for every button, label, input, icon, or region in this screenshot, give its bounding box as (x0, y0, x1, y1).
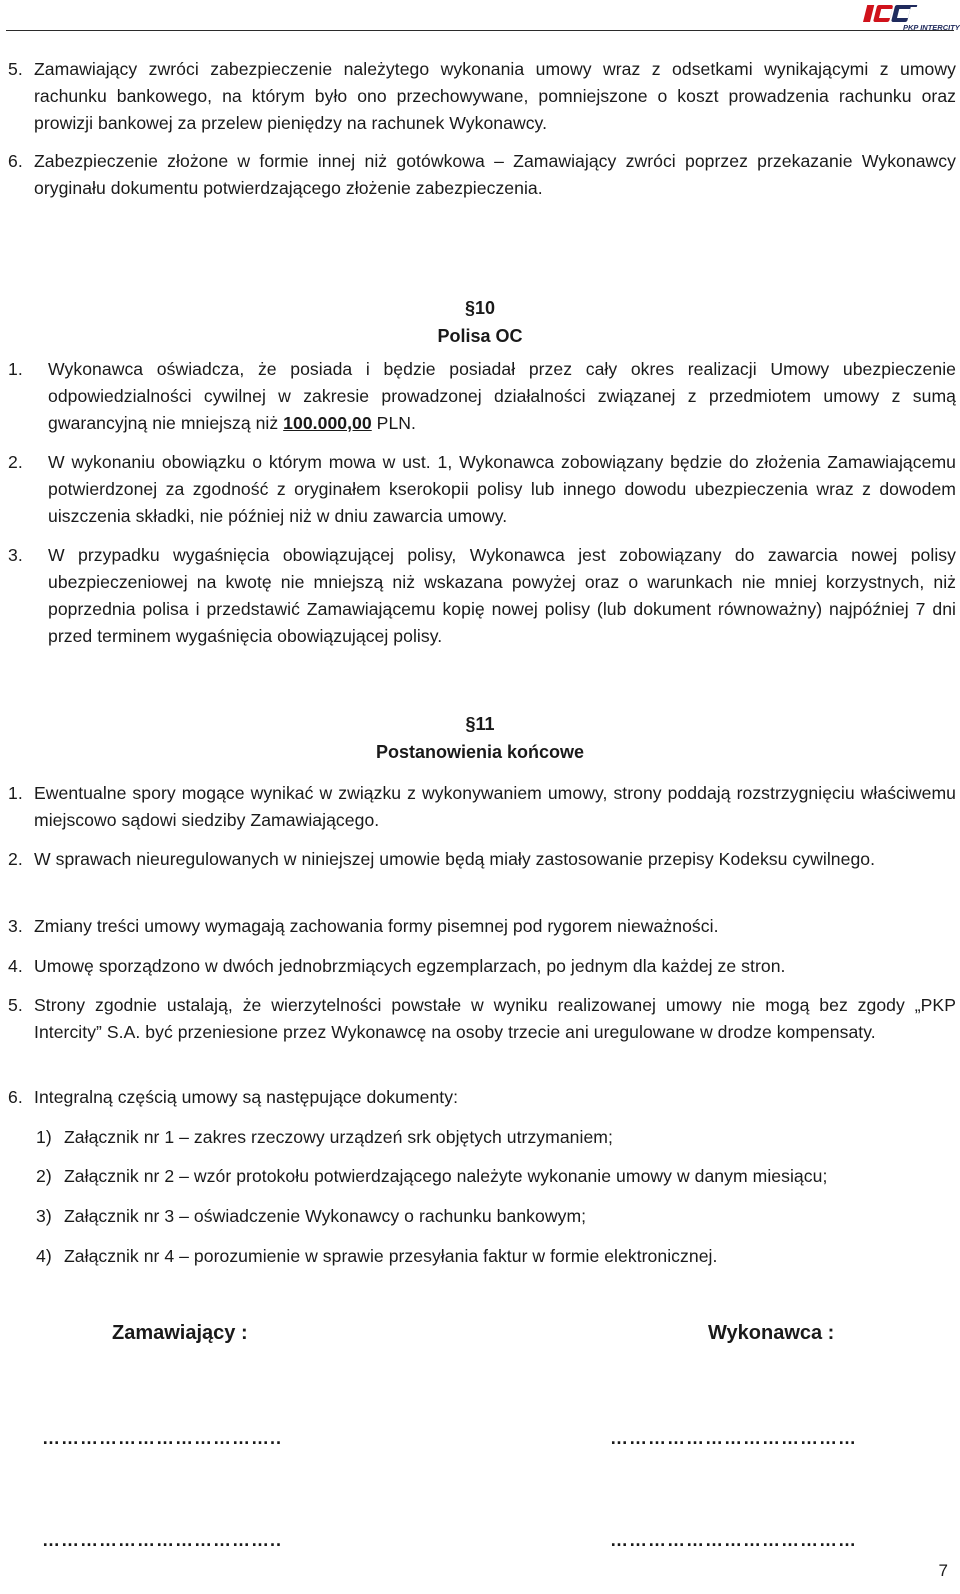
section-number: §10 (464, 298, 496, 318)
attachment-item: 3) Załącznik nr 3 – oświadczenie Wykonawcy o rachunku bankowym; (36, 1206, 587, 1226)
list-item: 5. Strony zgodnie ustalają, że wierzytelności powstałe w wyniku realizowanej umowy nie mogą bez zgody „PKP Intercity” S.A. być przeniesione przez Wykonawcę na osoby trzecie ani uregulowane w drodze kompensaty. (8, 995, 956, 1042)
list-item: 5. Zamawiający zwróci zabezpieczenie należytego wykonania umowy wraz z odsetkami wynikającymi z umowy rachunku bankowego, na którym było ono przechowywane, pomniejszone o koszt prowadzenia rachunku oraz prowizji bankowej za przelew pieniędzy na rachunek Wykonawcy. (8, 59, 956, 133)
list-item: 2. W wykonaniu obowiązku o którym mowa w ust. 1, Wykonawca zobowiązany będzie do złożenia Zamawiającemu potwierdzonej za zgodność z oryginałem kserokopii polisy lub innego dowodu ubezpieczenia wraz z dowodem uiszczenia składki, nie później niż w dniu zawarcia umowy. (8, 452, 956, 526)
signature-line: ………………………………… (610, 1530, 857, 1550)
section-number: §11 (465, 714, 495, 734)
list-item: 1. Wykonawca oświadcza, że posiada i będzie posiadał przez cały okres realizacji Umowy ubezpieczenie odpowiedzialności cywilnej w zakresie prowadzonej działalności związanej z przedmiotem umowy z sumą gwarancyjną nie mniejszą niż 100.000,00 PLN. (8, 359, 956, 433)
signature-label-contractor: Wykonawca : (708, 1322, 835, 1344)
section-title: Postanowienia końcowe (375, 742, 585, 762)
list-item: 3. Zmiany treści umowy wymagają zachowania formy pisemnej pod rygorem nieważności. (8, 916, 719, 936)
signature-line: ……………………………….. (42, 1530, 283, 1550)
section-title: Polisa OC (437, 326, 523, 346)
attachment-item: 2) Załącznik nr 2 – wzór protokołu potwierdzającego należyte wykonanie umowy w danym miesiącu; (36, 1166, 828, 1186)
list-item: 1. Ewentualne spory mogące wynikać w związku z wykonywaniem umowy, strony poddają rozstrzygnięciu właściwemu miejscowo sądowi siedziby Zamawiającego. (8, 783, 956, 830)
list-item: 6. Zabezpieczenie złożone w formie innej niż gotówkowa – Zamawiający zwróci poprzez przekazanie Wykonawcy oryginału dokumentu potwierdzającego złożenie zabezpieczenia. (8, 151, 956, 198)
list-item: 2. W sprawach nieuregulowanych w niniejszej umowie będą miały zastosowanie przepisy Kodeksu cywilnego. (8, 849, 876, 869)
pkp-intercity-logo (856, 2, 960, 32)
list-item: 6. Integralną częścią umowy są następujące dokumenty: (8, 1087, 459, 1107)
signature-line: ……………………………….. (42, 1428, 283, 1448)
logo-subtext: PKP INTERCITY (903, 23, 960, 32)
insurance-amount: 100.000,00 (283, 413, 372, 433)
attachment-item: 1) Załącznik nr 1 – zakres rzeczowy urządzeń srk objętych utrzymaniem; (36, 1127, 613, 1147)
signature-line: ………………………………… (610, 1428, 857, 1448)
signature-label-ordering-party: Zamawiający : (112, 1322, 248, 1344)
list-item: 3. W przypadku wygaśnięcia obowiązującej polisy, Wykonawca jest zobowiązany do zawarcia nowej polisy ubezpieczeniowej na kwotę nie mniejszą niż wskazana powyżej oraz o warunkach nie mniej korzystnych, niż poprzednia polisa i przedstawić Zamawiającemu kopię nowej polisy (lub dokument równoważny) najpóźniej 7 dni przed terminem wygaśnięcia obowiązującej polisy. (8, 545, 956, 646)
header-rule (6, 30, 954, 31)
attachment-item: 4) Załącznik nr 4 – porozumienie w sprawie przesyłania faktur w formie elektronicznej. (36, 1246, 718, 1266)
page-number: 7 (938, 1561, 948, 1580)
list-item: 4. Umowę sporządzono w dwóch jednobrzmiących egzemplarzach, po jednym dla każdej ze stron. (8, 956, 786, 976)
